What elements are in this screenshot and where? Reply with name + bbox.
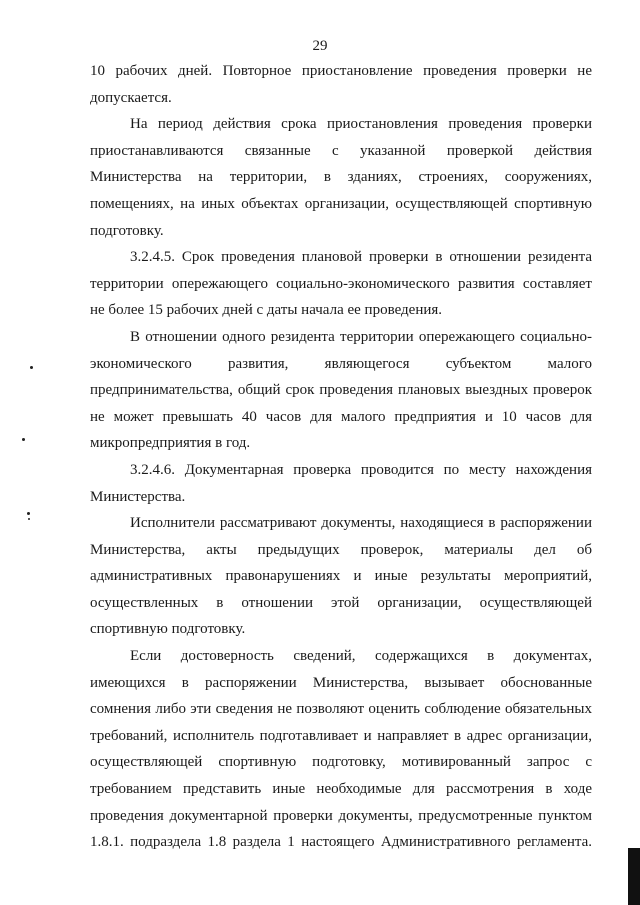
scan-speck xyxy=(28,518,30,520)
document-body xyxy=(90,58,592,856)
page-number: 29 xyxy=(312,38,328,54)
paragraph-small-business-limit: В отношении одного резидента территории опережающего социально-экономического развития, являющегося субъектом малого предпринимательства, общий срок проведения плановых выездных проверок не может превышать 40 часов для малого предприятия и 10 часов для микропредприятия в год. xyxy=(90,328,592,452)
paragraph-3-2-4-5: 3.2.4.5. Срок проведения плановой проверки в отношении резидента территории опережающего социально-экономического развития составляет не более 15 рабочих дней с даты начала ее проведения. xyxy=(90,249,592,319)
paragraph-3-2-4-6: 3.2.4.6. Документарная проверка проводится по месту нахождения Министерства. xyxy=(90,461,592,505)
paragraph-continuation: 10 рабочих дней. Повторное приостановление проведения проверки не допускается. xyxy=(90,63,592,106)
paragraph-suspension-period: На период действия срока приостановления проведения проверки приостанавливаются связанные с указанной проверкой действия Министерства на территории, в зданиях, строениях, сооружениях, помещениях, на иных объектах организации, осуществляющей спортивную подготовку. xyxy=(90,116,592,239)
scan-speck xyxy=(27,512,30,515)
paragraph-information-request: Если достоверность сведений, содержащихся в документах, имеющихся в распоряжении Министерства, вызывает обоснованные сомнения либо эти сведения не позволяют оценить соблюдение обязательных требований, исполнитель подготавливает и направляет в адрес организации, осуществляющей спортивную подготовку, мотивированный запрос с требованием представить иные необходимые для рассмотрения в ходе проведения документарной проверки документы, предусмотренные пунктом 1.8.1. подраздела 1.8 раздела 1 настоящего Административного регламента. xyxy=(90,648,592,851)
scan-edge-shadow xyxy=(628,848,640,905)
paragraph-executors-review: Исполнители рассматривают документы, находящиеся в распоряжении Министерства, акты предыдущих проверок, материалы дел об административных правонарушениях и иные результаты мероприятий, осуществленных в отношении этой организации, осуществляющей спортивную подготовку. xyxy=(90,515,592,638)
scan-speck xyxy=(30,366,33,369)
scan-speck xyxy=(22,438,25,441)
